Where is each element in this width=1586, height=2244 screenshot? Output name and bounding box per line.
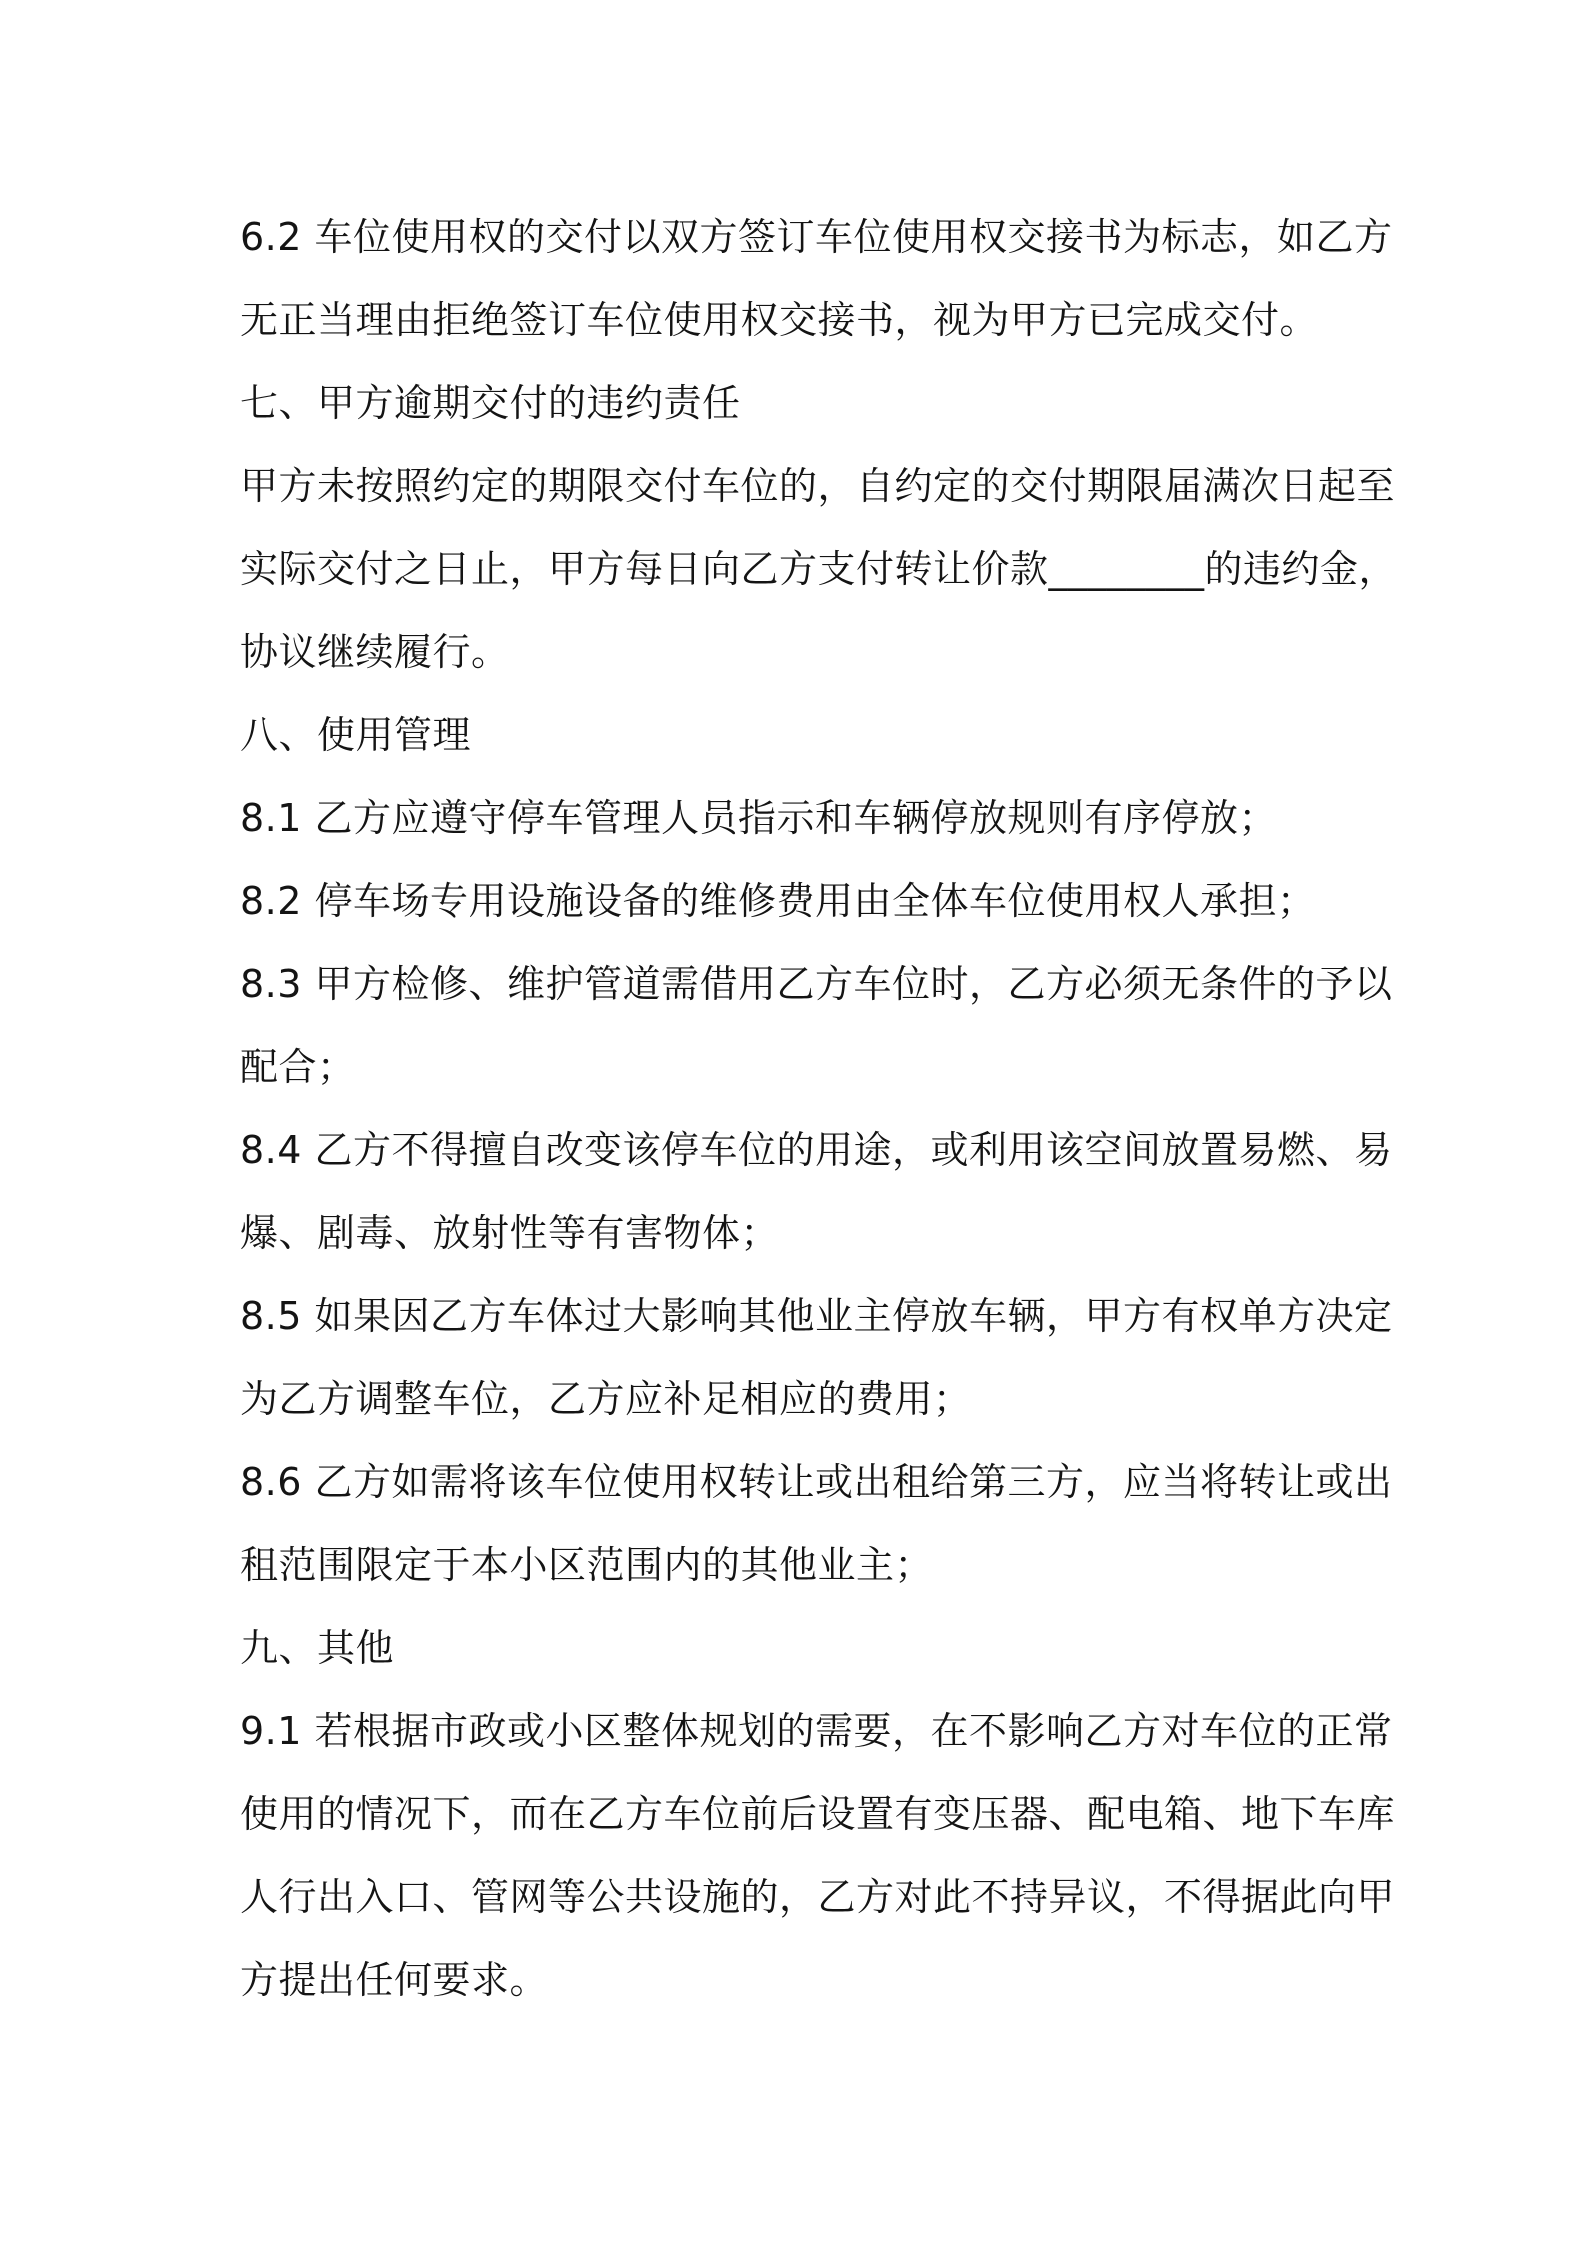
text-line: 甲方未按照约定的期限交付车位的，自约定的交付期限届满次日起至 xyxy=(240,464,1396,508)
text-line: 8.2 停车场专用设施设备的维修费用由全体车位使用权人承担； xyxy=(240,879,1316,923)
heading-text: 九、其他 xyxy=(240,1626,395,1670)
text-line: 人行出入口、管网等公共设施的，乙方对此不持异议，不得据此向甲 xyxy=(240,1875,1396,1919)
clause-8-6 xyxy=(240,1441,1393,1607)
text-line: 配合； xyxy=(240,1045,356,1089)
clause-8-3 xyxy=(240,943,1393,1109)
document-body xyxy=(240,196,1398,2022)
text-line: 8.6 乙方如需将该车位使用权转让或出租给第三方，应当将转让或出 xyxy=(240,1460,1393,1504)
clause-8-5 xyxy=(240,1275,1393,1441)
clause-8-1 xyxy=(240,777,1360,860)
text-line: 8.1 乙方应遵守停车管理人员指示和车辆停放规则有序停放； xyxy=(240,796,1278,840)
clause-8-2 xyxy=(240,860,1360,943)
text-line: 协议继续履行。 xyxy=(240,630,510,674)
clause-6-2 xyxy=(240,196,1393,362)
clause-8-4 xyxy=(240,1109,1393,1275)
section-heading-7 xyxy=(240,362,1360,445)
text-line: 9.1 若根据市政或小区整体规划的需要，在不影响乙方对车位的正常 xyxy=(240,1709,1393,1753)
text-line: 8.5 如果因乙方车体过大影响其他业主停放车辆，甲方有权单方决定 xyxy=(240,1294,1393,1338)
section-heading-8 xyxy=(240,694,1360,777)
clause-7-body xyxy=(240,445,1398,694)
text-line: 6.2 车位使用权的交付以双方签订车位使用权交接书为标志，如乙方 xyxy=(240,215,1393,259)
section-heading-9 xyxy=(240,1607,1360,1690)
text-line: 租范围限定于本小区范围内的其他业主； xyxy=(240,1543,934,1587)
heading-text: 七、甲方逾期交付的违约责任 xyxy=(240,381,741,425)
heading-text: 八、使用管理 xyxy=(240,713,472,757)
text-line: 8.3 甲方检修、维护管道需借用乙方车位时，乙方必须无条件的予以 xyxy=(240,962,1393,1006)
text-line: 8.4 乙方不得擅自改变该停车位的用途，或利用该空间放置易燃、易 xyxy=(240,1128,1393,1172)
text-line: 为乙方调整车位，乙方应补足相应的费用； xyxy=(240,1377,972,1421)
text-line: 方提出任何要求。 xyxy=(240,1958,549,2002)
text-line: 使用的情况下，而在乙方车位前后设置有变压器、配电箱、地下车库 xyxy=(240,1792,1396,1836)
text-line: 爆、剧毒、放射性等有害物体； xyxy=(240,1211,780,1255)
text-line: 实际交付之日止，甲方每日向乙方支付转让价款________的违约金， xyxy=(240,547,1398,591)
text-line: 无正当理由拒绝签订车位使用权交接书，视为甲方已完成交付。 xyxy=(240,298,1319,342)
clause-9-1 xyxy=(240,1690,1396,2022)
